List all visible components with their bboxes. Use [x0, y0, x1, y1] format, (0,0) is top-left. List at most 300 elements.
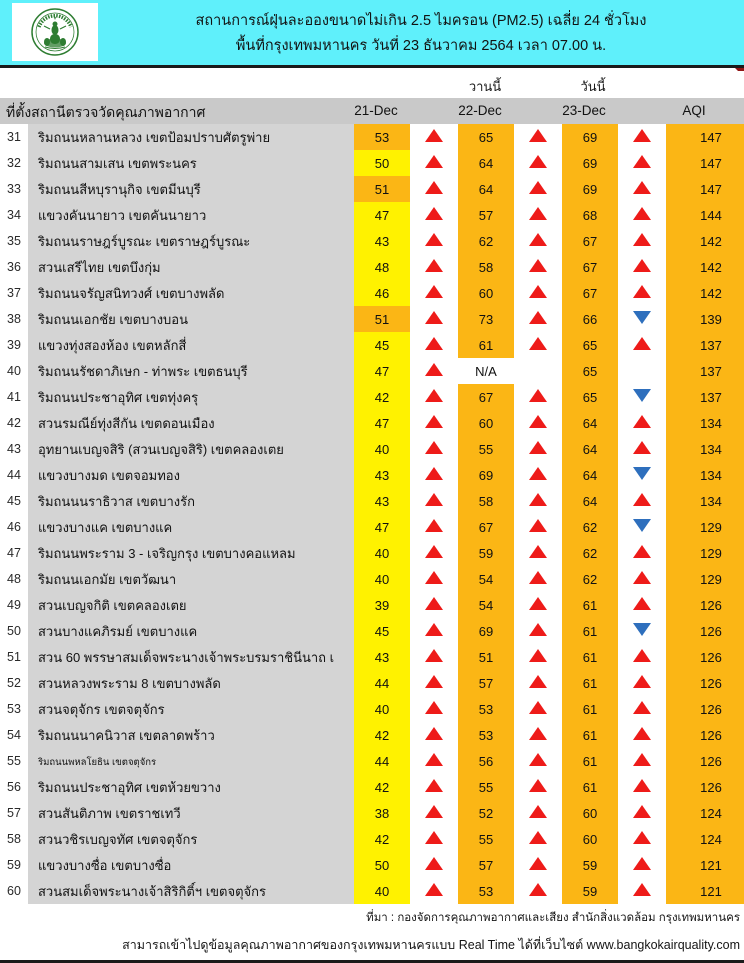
arrow-up-icon — [633, 857, 651, 870]
station-name — [28, 618, 354, 644]
value-aqi: 124 — [666, 800, 744, 826]
column-header-date-22dec: 22-Dec — [458, 103, 502, 118]
value-22dec: 51 — [458, 644, 514, 670]
value-22dec: 52 — [458, 800, 514, 826]
value-21dec: 43 — [354, 228, 410, 254]
arrow-up-icon — [425, 727, 443, 740]
arrow-up-icon — [633, 675, 651, 688]
trend-aqi — [618, 514, 666, 540]
value-21dec: 42 — [354, 826, 410, 852]
arrow-up-icon — [633, 233, 651, 246]
trend-21to22 — [410, 540, 458, 566]
table-column-header — [0, 98, 744, 124]
arrow-up-icon — [425, 129, 443, 142]
table-row — [0, 644, 744, 670]
trend-21to22 — [410, 150, 458, 176]
row-index: 37 — [0, 280, 28, 306]
trend-22to23 — [514, 514, 562, 540]
value-aqi: 129 — [666, 514, 744, 540]
value-23dec: 62 — [562, 514, 618, 540]
value-23dec: 59 — [562, 852, 618, 878]
value-22dec: 58 — [458, 488, 514, 514]
row-index: 60 — [0, 878, 28, 904]
trend-22to23 — [514, 644, 562, 670]
table-row — [0, 878, 744, 904]
arrow-up-icon — [425, 623, 443, 636]
trend-22to23 — [514, 436, 562, 462]
arrow-up-icon — [529, 883, 547, 896]
arrow-up-icon — [425, 311, 443, 324]
trend-21to22 — [410, 670, 458, 696]
value-22dec: 73 — [458, 306, 514, 332]
station-name-text: ริมถนนสีหบุรานุกิจ เขตมีนบุรี — [38, 181, 201, 197]
row-index: 55 — [0, 748, 28, 774]
value-21dec: 42 — [354, 722, 410, 748]
station-name-text: สวนเบญจกิติ เขตคลองเตย — [38, 597, 187, 613]
value-aqi: 121 — [666, 878, 744, 904]
station-name-text: ริมถนนพหลโยธิน เขตจตุจักร — [38, 756, 157, 768]
arrow-up-icon — [425, 467, 443, 480]
trend-21to22 — [410, 462, 458, 488]
trend-aqi — [618, 826, 666, 852]
table-row — [0, 462, 744, 488]
value-22dec: N/A — [458, 358, 514, 384]
value-21dec: 40 — [354, 696, 410, 722]
arrow-up-icon — [425, 649, 443, 662]
row-index: 47 — [0, 540, 28, 566]
station-name — [28, 124, 354, 150]
station-name — [28, 878, 354, 904]
arrow-down-icon — [633, 467, 651, 480]
trend-aqi — [618, 306, 666, 332]
value-aqi: 129 — [666, 540, 744, 566]
station-name — [28, 332, 354, 358]
arrow-up-icon — [425, 233, 443, 246]
value-23dec: 61 — [562, 722, 618, 748]
value-aqi: 124 — [666, 826, 744, 852]
value-aqi: 126 — [666, 774, 744, 800]
value-23dec: 64 — [562, 462, 618, 488]
station-name-text: สวนวชิรเบญจทัศ เขตจตุจักร — [38, 831, 198, 847]
row-index: 40 — [0, 358, 28, 384]
value-23dec: 67 — [562, 254, 618, 280]
trend-22to23 — [514, 878, 562, 904]
station-name-text: สวน 60 พรรษาสมเด็จพระนางเจ้าพระบรมราชินีนาถ เ — [38, 649, 335, 665]
row-index: 38 — [0, 306, 28, 332]
station-name — [28, 410, 354, 436]
station-name — [28, 800, 354, 826]
value-22dec: 53 — [458, 878, 514, 904]
value-21dec: 50 — [354, 150, 410, 176]
arrow-up-icon — [633, 571, 651, 584]
value-23dec: 68 — [562, 202, 618, 228]
value-21dec: 47 — [354, 514, 410, 540]
value-22dec: 56 — [458, 748, 514, 774]
row-index: 59 — [0, 852, 28, 878]
arrow-up-icon — [425, 259, 443, 272]
value-21dec: 43 — [354, 462, 410, 488]
value-23dec: 61 — [562, 696, 618, 722]
table-row — [0, 800, 744, 826]
station-name — [28, 384, 354, 410]
value-22dec: 54 — [458, 566, 514, 592]
table-row — [0, 358, 744, 384]
arrow-up-icon — [633, 155, 651, 168]
trend-21to22 — [410, 644, 458, 670]
table-row — [0, 826, 744, 852]
station-name-text: ริมถนนเอกชัย เขตบางบอน — [38, 311, 188, 327]
arrow-up-icon — [425, 181, 443, 194]
value-aqi: 147 — [666, 150, 744, 176]
arrow-up-icon — [425, 441, 443, 454]
value-aqi: 144 — [666, 202, 744, 228]
value-aqi: 134 — [666, 462, 744, 488]
table-row — [0, 540, 744, 566]
arrow-up-icon — [425, 207, 443, 220]
column-header-aqi: AQI — [682, 103, 706, 118]
arrow-up-icon — [425, 857, 443, 870]
value-21dec: 50 — [354, 852, 410, 878]
trend-21to22 — [410, 228, 458, 254]
table-row — [0, 384, 744, 410]
value-aqi: 137 — [666, 384, 744, 410]
arrow-up-icon — [529, 623, 547, 636]
arrow-up-icon — [529, 467, 547, 480]
station-name-text: สวนสมเด็จพระนางเจ้าสิริกิติ์ฯ เขตจตุจักร — [38, 883, 267, 899]
arrow-up-icon — [633, 207, 651, 220]
trend-22to23 — [514, 852, 562, 878]
arrow-up-icon — [529, 129, 547, 142]
row-index: 53 — [0, 696, 28, 722]
arrow-up-icon — [425, 701, 443, 714]
value-23dec: 59 — [562, 878, 618, 904]
table-row — [0, 488, 744, 514]
trend-aqi — [618, 488, 666, 514]
station-name-text: ริมถนนหลานหลวง เขตป้อมปราบศัตรูพ่าย — [38, 129, 271, 145]
value-aqi: 129 — [666, 566, 744, 592]
value-23dec: 64 — [562, 410, 618, 436]
value-aqi: 147 — [666, 124, 744, 150]
arrow-up-icon — [529, 675, 547, 688]
arrow-up-icon — [633, 337, 651, 350]
footer-note-text: สามารถเข้าไปดูข้อมูลคุณภาพอากาศของกรุงเทพมหานครแบบ Real Time ได้ที่เว็บไซต์ www.bangkokairquality.com — [122, 938, 740, 952]
trend-22to23 — [514, 254, 562, 280]
trend-aqi — [618, 280, 666, 306]
value-21dec: 40 — [354, 566, 410, 592]
arrow-up-icon — [529, 701, 547, 714]
trend-22to23 — [514, 800, 562, 826]
trend-aqi — [618, 332, 666, 358]
value-22dec: 60 — [458, 410, 514, 436]
arrow-up-icon — [529, 831, 547, 844]
value-aqi: 126 — [666, 670, 744, 696]
arrow-up-icon — [425, 493, 443, 506]
station-name — [28, 540, 354, 566]
value-23dec: 61 — [562, 748, 618, 774]
trend-aqi — [618, 202, 666, 228]
arrow-up-icon — [633, 415, 651, 428]
trend-aqi — [618, 358, 666, 384]
value-23dec: 67 — [562, 280, 618, 306]
arrow-up-icon — [633, 753, 651, 766]
trend-21to22 — [410, 800, 458, 826]
arrow-up-icon — [425, 415, 443, 428]
value-23dec: 67 — [562, 228, 618, 254]
trend-aqi — [618, 150, 666, 176]
trend-21to22 — [410, 358, 458, 384]
row-index: 56 — [0, 774, 28, 800]
station-name — [28, 670, 354, 696]
trend-21to22 — [410, 254, 458, 280]
station-name-text: สวนรมณีย์ทุ่งสีกัน เขตดอนเมือง — [38, 415, 215, 431]
value-aqi: 126 — [666, 592, 744, 618]
trend-22to23 — [514, 306, 562, 332]
value-23dec: 64 — [562, 488, 618, 514]
arrow-up-icon — [529, 805, 547, 818]
trend-22to23 — [514, 384, 562, 410]
value-aqi: 121 — [666, 852, 744, 878]
value-22dec: 58 — [458, 254, 514, 280]
value-23dec: 61 — [562, 670, 618, 696]
arrow-down-icon — [633, 389, 651, 402]
column-header-date-23dec: 23-Dec — [562, 103, 606, 118]
label-yesterday: วานนี้ — [468, 79, 502, 94]
table-row — [0, 618, 744, 644]
station-name-text: ริมถนนพระราม 3 - เจริญกรุง เขตบางคอแหลม — [38, 545, 296, 561]
arrow-up-icon — [529, 311, 547, 324]
arrow-up-icon — [425, 285, 443, 298]
trend-21to22 — [410, 618, 458, 644]
arrow-up-icon — [633, 779, 651, 792]
arrow-up-icon — [425, 155, 443, 168]
trend-aqi — [618, 592, 666, 618]
value-23dec: 62 — [562, 566, 618, 592]
station-name — [28, 748, 354, 774]
value-22dec: 57 — [458, 852, 514, 878]
table-body — [0, 124, 744, 904]
arrow-up-icon — [529, 181, 547, 194]
station-name-text: ริมถนนนาคนิวาส เขตลาดพร้าว — [38, 727, 215, 743]
station-name-text: สวนสันติภาพ เขตราชเทวี — [38, 805, 181, 821]
arrow-up-icon — [633, 805, 651, 818]
trend-21to22 — [410, 280, 458, 306]
trend-aqi — [618, 644, 666, 670]
station-name — [28, 644, 354, 670]
value-21dec: 44 — [354, 670, 410, 696]
trend-aqi — [618, 852, 666, 878]
logo-container — [12, 3, 98, 61]
arrow-up-icon — [529, 753, 547, 766]
trend-aqi — [618, 462, 666, 488]
value-21dec: 47 — [354, 358, 410, 384]
column-header-date-21dec: 21-Dec — [354, 103, 398, 118]
value-aqi: 137 — [666, 358, 744, 384]
value-aqi: 126 — [666, 618, 744, 644]
banner-title-line1: สถานการณ์ฝุ่นละอองขนาดไม่เกิน 2.5 ไมครอน (PM2.5) เฉลี่ย 24 ชั่วโมง — [195, 12, 647, 29]
trend-22to23 — [514, 540, 562, 566]
arrow-up-icon — [425, 337, 443, 350]
station-name — [28, 514, 354, 540]
arrow-up-icon — [425, 519, 443, 532]
arrow-up-icon — [633, 597, 651, 610]
arrow-up-icon — [529, 285, 547, 298]
arrow-up-icon — [529, 441, 547, 454]
trend-22to23 — [514, 618, 562, 644]
value-21dec: 40 — [354, 878, 410, 904]
value-aqi: 126 — [666, 644, 744, 670]
value-23dec: 61 — [562, 592, 618, 618]
row-index: 44 — [0, 462, 28, 488]
station-name-text: สวนจตุจักร เขตจตุจักร — [38, 701, 165, 717]
station-name-text: ริมถนนเอกมัย เขตวัฒนา — [38, 571, 177, 587]
trend-aqi — [618, 774, 666, 800]
table-row — [0, 228, 744, 254]
station-name — [28, 774, 354, 800]
table-row — [0, 670, 744, 696]
bma-seal-icon — [30, 7, 80, 57]
station-name-text: แขวงบางแค เขตบางแค — [38, 519, 173, 535]
value-aqi: 134 — [666, 488, 744, 514]
station-name — [28, 592, 354, 618]
table-row — [0, 280, 744, 306]
value-21dec: 42 — [354, 384, 410, 410]
table-row — [0, 436, 744, 462]
station-name-text: ริมถนนราษฎร์บูรณะ เขตราษฎร์บูรณะ — [38, 233, 251, 249]
value-21dec: 47 — [354, 202, 410, 228]
trend-22to23 — [514, 696, 562, 722]
trend-22to23 — [514, 358, 562, 384]
arrow-up-icon — [529, 779, 547, 792]
value-21dec: 45 — [354, 618, 410, 644]
arrow-down-icon — [633, 519, 651, 532]
station-name-text: ริมถนนรัชดาภิเษก - ท่าพระ เขตธนบุรี — [38, 363, 248, 379]
row-index: 35 — [0, 228, 28, 254]
value-21dec: 43 — [354, 644, 410, 670]
trend-aqi — [618, 176, 666, 202]
row-index: 58 — [0, 826, 28, 852]
trend-22to23 — [514, 826, 562, 852]
arrow-up-icon — [529, 337, 547, 350]
arrow-up-icon — [529, 571, 547, 584]
station-name-text: ริมถนนนราธิวาส เขตบางรัก — [38, 493, 195, 509]
station-name-text: แขวงทุ่งสองห้อง เขตหลักสี่ — [38, 337, 187, 353]
row-index: 43 — [0, 436, 28, 462]
station-name — [28, 566, 354, 592]
arrow-up-icon — [425, 545, 443, 558]
row-index: 57 — [0, 800, 28, 826]
trend-aqi — [618, 670, 666, 696]
trend-22to23 — [514, 488, 562, 514]
row-index: 32 — [0, 150, 28, 176]
trend-22to23 — [514, 202, 562, 228]
arrow-up-icon — [633, 493, 651, 506]
table-row — [0, 696, 744, 722]
value-22dec: 67 — [458, 514, 514, 540]
page-banner — [0, 0, 744, 68]
trend-22to23 — [514, 774, 562, 800]
arrow-up-icon — [425, 805, 443, 818]
arrow-up-icon — [529, 155, 547, 168]
value-23dec: 69 — [562, 150, 618, 176]
arrow-up-icon — [425, 363, 443, 376]
trend-21to22 — [410, 514, 458, 540]
arrow-up-icon — [529, 415, 547, 428]
value-23dec: 60 — [562, 826, 618, 852]
trend-22to23 — [514, 280, 562, 306]
label-today: วันนี้ — [580, 79, 606, 94]
arrow-up-icon — [425, 831, 443, 844]
arrow-up-icon — [425, 675, 443, 688]
table-row — [0, 852, 744, 878]
station-name — [28, 358, 354, 384]
trend-aqi — [618, 722, 666, 748]
value-aqi: 142 — [666, 228, 744, 254]
footer-source-text: ที่มา : กองจัดการคุณภาพอากาศและเสียง สำนักสิ่งแวดล้อม กรุงเทพมหานคร — [366, 912, 740, 924]
arrow-up-icon — [633, 259, 651, 272]
trend-aqi — [618, 566, 666, 592]
arrow-up-icon — [633, 181, 651, 194]
trend-aqi — [618, 436, 666, 462]
value-aqi: 134 — [666, 410, 744, 436]
row-index: 42 — [0, 410, 28, 436]
table-row — [0, 332, 744, 358]
trend-21to22 — [410, 852, 458, 878]
station-name — [28, 306, 354, 332]
arrow-up-icon — [633, 545, 651, 558]
trend-21to22 — [410, 878, 458, 904]
table-row — [0, 202, 744, 228]
trend-aqi — [618, 410, 666, 436]
trend-aqi — [618, 800, 666, 826]
arrow-down-icon — [633, 311, 651, 324]
arrow-up-icon — [529, 207, 547, 220]
table-row — [0, 592, 744, 618]
value-21dec: 40 — [354, 540, 410, 566]
station-name — [28, 202, 354, 228]
value-23dec: 62 — [562, 540, 618, 566]
arrow-up-icon — [633, 649, 651, 662]
value-22dec: 64 — [458, 150, 514, 176]
station-name — [28, 280, 354, 306]
station-name-text: ริมถนนประชาอุทิศ เขตห้วยขวาง — [38, 779, 221, 795]
row-index: 51 — [0, 644, 28, 670]
trend-aqi — [618, 124, 666, 150]
arrow-up-icon — [425, 883, 443, 896]
value-22dec: 55 — [458, 436, 514, 462]
value-22dec: 65 — [458, 124, 514, 150]
value-22dec: 69 — [458, 462, 514, 488]
value-23dec: 65 — [562, 384, 618, 410]
station-name — [28, 254, 354, 280]
trend-22to23 — [514, 670, 562, 696]
station-name-text: แขวงบางมด เขตจอมทอง — [38, 467, 180, 483]
trend-aqi — [618, 254, 666, 280]
value-21dec: 48 — [354, 254, 410, 280]
trend-aqi — [618, 748, 666, 774]
trend-21to22 — [410, 124, 458, 150]
value-aqi: 147 — [666, 176, 744, 202]
value-22dec: 69 — [458, 618, 514, 644]
trend-aqi — [618, 384, 666, 410]
arrow-up-icon — [425, 597, 443, 610]
banner-title-block — [106, 0, 736, 65]
pm25-station-table — [0, 124, 744, 904]
value-21dec: 39 — [354, 592, 410, 618]
station-name — [28, 722, 354, 748]
trend-22to23 — [514, 176, 562, 202]
trend-aqi — [618, 540, 666, 566]
arrow-up-icon — [633, 129, 651, 142]
